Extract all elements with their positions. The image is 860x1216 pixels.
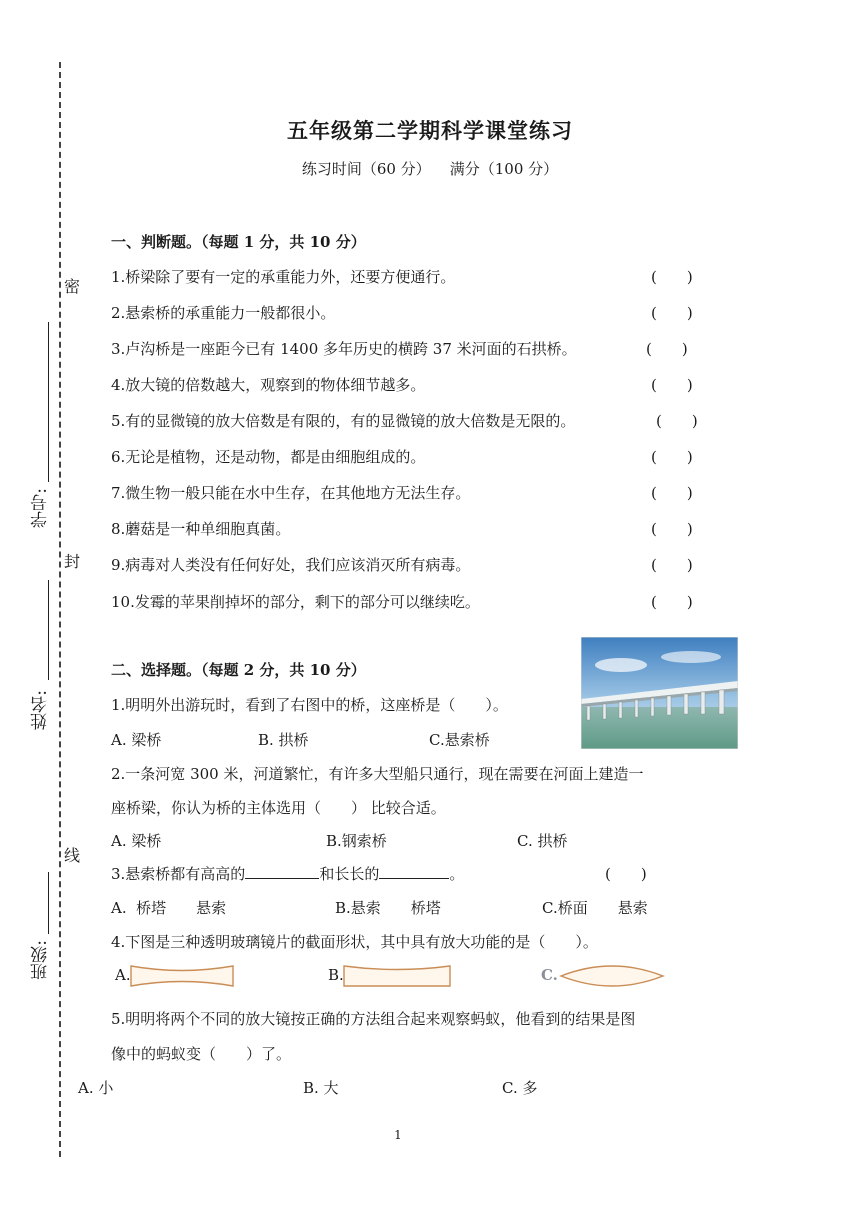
- judge-question: 7.微生物一般只能在水中生存，在其他地方无法生存。: [111, 484, 471, 502]
- student-id-line: [48, 322, 49, 482]
- seal-char-xian: 线: [64, 846, 81, 865]
- lens-label-c: C.: [541, 966, 558, 984]
- seal-char-mi: 密: [64, 277, 81, 296]
- lens-label-b: B.: [328, 966, 344, 984]
- judge-question: 3.卢沟桥是一座距今已有 1400 多年历史的横跨 37 米河面的石拱桥。: [111, 340, 577, 358]
- answer-paren: ( ): [651, 268, 693, 286]
- seal-char-feng: 封: [64, 552, 81, 571]
- q3-part1: 3.悬索桥都有高高的: [111, 865, 246, 883]
- q5-option-c: C. 多: [502, 1079, 538, 1097]
- choice-question-3: [111, 863, 464, 884]
- q1-option-a: A. 梁桥: [111, 731, 162, 749]
- q3-part3: 。: [449, 865, 465, 883]
- q3-blank-2: [379, 863, 449, 879]
- student-id-label: 学号:: [31, 488, 51, 528]
- choice-question-5-line2: 像中的蚂蚁变（ ）了。: [111, 1045, 292, 1063]
- answer-paren: ( ): [605, 865, 647, 883]
- page-number: 1: [394, 1128, 402, 1142]
- judge-question: 6.无论是植物，还是动物，都是由细胞组成的。: [111, 448, 426, 466]
- judge-question: 5.有的显微镜的放大倍数是有限的，有的显微镜的放大倍数是无限的。: [111, 412, 576, 430]
- answer-paren: ( ): [651, 304, 693, 322]
- answer-paren: ( ): [651, 593, 693, 611]
- judge-question: 4.放大镜的倍数越大，观察到的物体细节越多。: [111, 376, 426, 394]
- q3-option-c: C.桥面 悬索: [542, 899, 648, 917]
- answer-paren: ( ): [651, 448, 693, 466]
- page-subtitle: 练习时间（60 分） 满分（100 分）: [301, 160, 559, 178]
- q1-option-b: B. 拱桥: [258, 731, 309, 749]
- section1-heading: 一、判断题。（每题 1 分，共 10 分）: [111, 233, 366, 251]
- choice-question-5-line1: 5.明明将两个不同的放大镜按正确的方法组合起来观察蚂蚁，他看到的结果是图: [111, 1010, 636, 1028]
- q2-option-c: C. 拱桥: [517, 832, 568, 850]
- answer-paren: ( ): [651, 556, 693, 574]
- bridge-photo: [581, 637, 738, 749]
- q3-option-b: B.悬索 桥塔: [335, 899, 441, 917]
- judge-question: 10.发霉的苹果削掉坏的部分，剩下的部分可以继续吃。: [111, 593, 480, 611]
- answer-paren: ( ): [651, 484, 693, 502]
- choice-question-1: 1.明明外出游玩时，看到了右图中的桥，这座桥是（ ）。: [111, 696, 508, 714]
- q5-option-a: A. 小: [78, 1079, 114, 1097]
- section2-heading: 二、选择题。（每题 2 分，共 10 分）: [111, 661, 366, 679]
- convex-lens-shape: [558, 962, 666, 990]
- answer-paren: ( ): [656, 412, 698, 430]
- q1-option-c: C.悬索桥: [429, 731, 490, 749]
- q3-blank-1: [245, 863, 319, 879]
- page-title: 五年级第二学期科学课堂练习: [287, 118, 573, 143]
- q5-option-b: B. 大: [303, 1079, 339, 1097]
- answer-paren: ( ): [651, 520, 693, 538]
- judge-question: 8.蘑菇是一种单细胞真菌。: [111, 520, 291, 538]
- judge-question: 1.桥梁除了要有一定的承重能力外，还要方便通行。: [111, 268, 456, 286]
- answer-paren: ( ): [646, 340, 688, 358]
- name-line: [48, 580, 49, 680]
- lens-label-a: A.: [115, 966, 131, 984]
- name-label: 姓名:: [31, 690, 51, 730]
- concave-lens-shape: [129, 963, 235, 989]
- judge-question: 9.病毒对人类没有任何好处，我们应该消灭所有病毒。: [111, 556, 471, 574]
- binding-dashed-line: [59, 62, 61, 1157]
- answer-paren: ( ): [651, 376, 693, 394]
- choice-question-4: 4.下图是三种透明玻璃镜片的截面形状，其中具有放大功能的是（ ）。: [111, 933, 598, 951]
- class-label: 班级:: [31, 940, 51, 980]
- plano-concave-lens-shape: [342, 963, 452, 989]
- choice-question-2-line1: 2.一条河宽 300 米，河道繁忙，有许多大型船只通行，现在需要在河面上建造一: [111, 765, 644, 783]
- judge-question: 2.悬索桥的承重能力一般都很小。: [111, 304, 336, 322]
- q2-option-b: B.钢索桥: [326, 832, 387, 850]
- q3-option-a: A. 桥塔 悬索: [111, 899, 227, 917]
- q2-option-a: A. 梁桥: [111, 832, 162, 850]
- q3-part2: 和长长的: [319, 865, 380, 883]
- choice-question-2-line2: 座桥梁，你认为桥的主体选用（ ） 比较合适。: [111, 799, 446, 817]
- class-line: [48, 872, 49, 934]
